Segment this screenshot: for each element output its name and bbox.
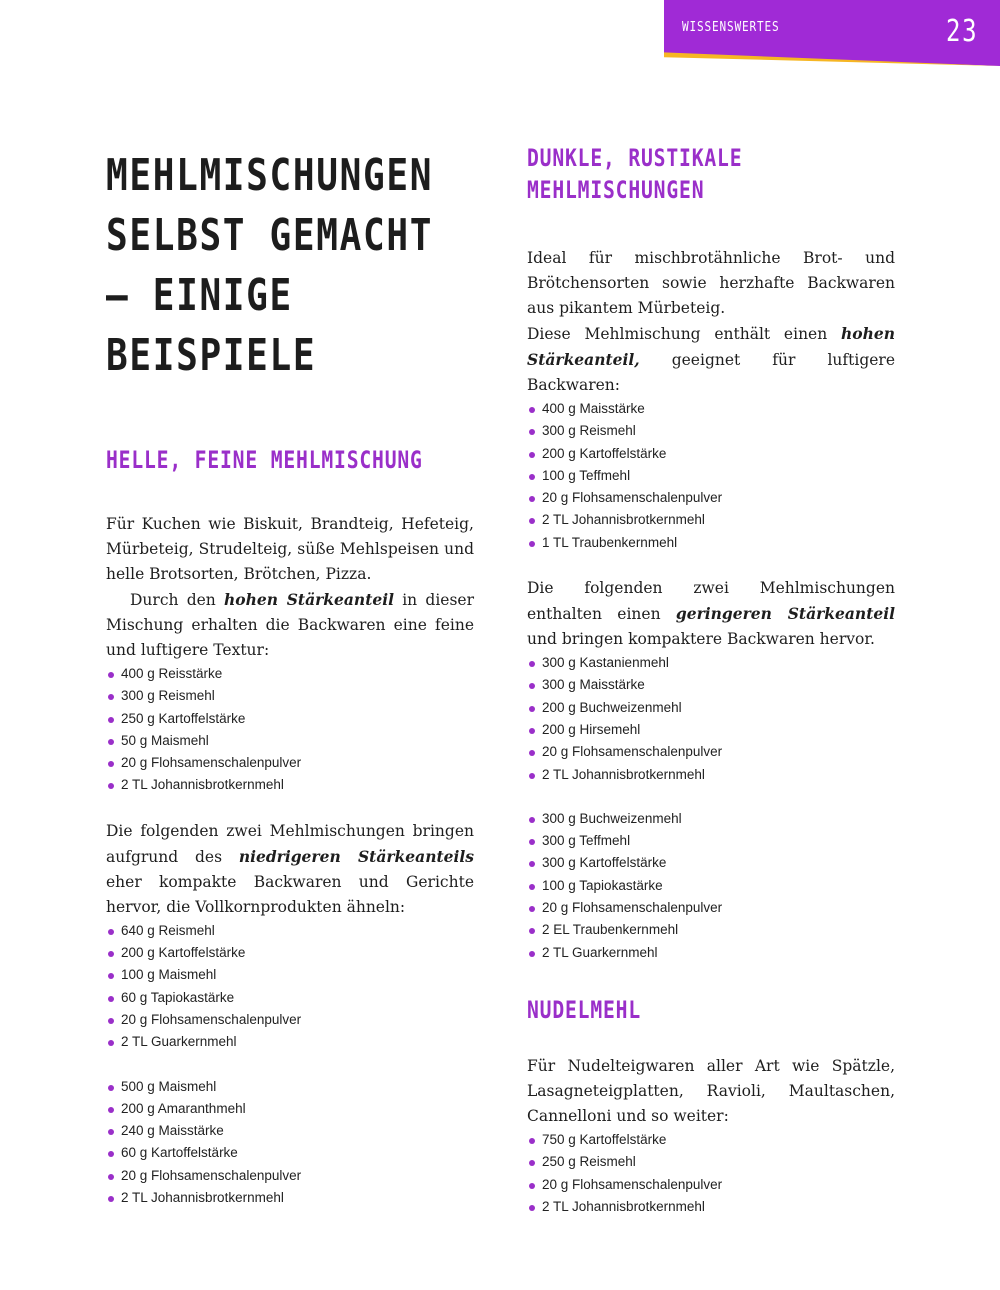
ingredient-item: 100 g Maismehl [106,964,474,986]
helle-paragraph-3: Die folgenden zwei Mehlmischungen bringen aufgrund des niedrigeren Stärkeanteils eher kompakte Backwaren und Gerichte hervor, die Vollkornprodukten ähneln: [106,821,474,916]
ingredient-item: 20 g Flohsamenschalenpulver [106,752,474,774]
nudel-intro: Für Nudelteigwaren aller Art wie Spätzle, Lasagneteigplatten, Ravioli, Maultaschen, Cannelloni und so weiter: [527,1056,895,1125]
ingredient-item: 300 g Buchweizenmehl [527,808,895,830]
ingredient-item: 50 g Maismehl [106,730,474,752]
ingredient-item: 500 g Maismehl [106,1076,474,1098]
ingredient-item: 2 TL Guarkernmehl [106,1031,474,1053]
ingredient-item: 20 g Flohsamenschalenpulver [527,1174,895,1196]
ingredient-item: 240 g Maisstärke [106,1120,474,1142]
dunkle-ingredient-list-2 [527,652,895,786]
left-column [106,146,474,1209]
ingredient-item: 300 g Maisstärke [527,674,895,696]
ingredient-item: 300 g Kastanienmehl [527,652,895,674]
ingredient-item: 750 g Kartoffelstärke [527,1129,895,1151]
ingredient-item: 300 g Reismehl [527,420,895,442]
ingredient-item: 2 TL Johannisbrotkernmehl [106,774,474,796]
ingredient-item: 200 g Amaranthmehl [106,1098,474,1120]
ingredient-item: 20 g Flohsamenschalenpulver [527,897,895,919]
dunkle-paragraph-3: Die folgenden zwei Mehlmischungen enthalten einen geringeren Stärkeanteil und bringen kompaktere Backwaren hervor. [527,579,895,649]
helle-ingredient-list-1 [106,663,474,797]
ingredient-item: 20 g Flohsamenschalenpulver [527,487,895,509]
ingredient-item: 200 g Buchweizenmehl [527,697,895,719]
ingredient-item: 2 TL Johannisbrotkernmehl [106,1187,474,1209]
ingredient-item: 20 g Flohsamenschalenpulver [106,1165,474,1187]
ingredient-item: 200 g Kartoffelstärke [527,443,895,465]
ingredient-item: 200 g Hirsemehl [527,719,895,741]
dunkle-ingredient-list-1 [527,398,895,554]
ingredient-item: 20 g Flohsamenschalenpulver [527,741,895,763]
ingredient-item: 200 g Kartoffelstärke [106,942,474,964]
heading-dunkle-mehlmischungen: DUNKLE, RUSTIKALE MEHLMISCHUNGEN [527,144,743,204]
nudel-ingredient-list [527,1129,895,1218]
helle-intro: Für Kuchen wie Biskuit, Brandteig, Hefeteig, Mürbeteig, Strudelteig, süße Mehlspeisen und helle Brotsorten, Brötchen, Pizza. [106,515,474,583]
ingredient-item: 300 g Kartoffelstärke [527,852,895,874]
ingredient-item: 400 g Maisstärke [527,398,895,420]
ingredient-item: 100 g Tapiokastärke [527,875,895,897]
ingredient-item: 60 g Tapiokastärke [106,987,474,1009]
dunkle-ingredient-list-3 [527,808,895,964]
dunkle-paragraph-2: Diese Mehlmischung enthält einen hohen Stärkeanteil, geeignet für luftigere Backwaren: [527,324,895,394]
ingredient-item: 1 TL Traubenkernmehl [527,532,895,554]
ingredient-item: 60 g Kartoffelstärke [106,1142,474,1164]
ingredient-item: 100 g Teffmehl [527,465,895,487]
ingredient-item: 2 TL Johannisbrotkernmehl [527,509,895,531]
ingredient-item: 250 g Kartoffelstärke [106,708,474,730]
heading-helle-mehlmischung: HELLE, FEINE MEHLMISCHUNG [106,446,423,474]
ingredient-item: 2 EL Traubenkernmehl [527,919,895,941]
ingredient-item: 2 TL Johannisbrotkernmehl [527,1196,895,1218]
dunkle-intro: Ideal für mischbrotähnliche Brot- und Brötchensorten sowie herzhafte Backwaren aus pikantem Mürbeteig. [527,249,895,317]
ingredient-item: 400 g Reisstärke [106,663,474,685]
ingredient-item: 2 TL Johannisbrotkernmehl [527,764,895,786]
ingredient-item: 300 g Teffmehl [527,830,895,852]
ingredient-item: 250 g Reismehl [527,1151,895,1173]
section-tag: WISSENSWERTES [682,20,780,35]
right-column [527,142,895,1218]
page-title: MEHLMISCHUNGEN SELBST GEMACHT – EINIGE BEISPIELE [106,150,434,381]
ingredient-item: 300 g Reismehl [106,685,474,707]
page-number: 23 [945,14,978,49]
helle-ingredient-list-3 [106,1076,474,1210]
ingredient-item: 2 TL Guarkernmehl [527,942,895,964]
heading-nudelmehl: NUDELMEHL [527,995,642,1024]
ingredient-item: 640 g Reismehl [106,920,474,942]
ingredient-item: 20 g Flohsamenschalenpulver [106,1009,474,1031]
helle-paragraph-2: Durch den hohen Stärkeanteil in dieser Mischung erhalten die Backwaren eine feine und luftigere Textur: [106,590,474,659]
helle-ingredient-list-2 [106,920,474,1054]
